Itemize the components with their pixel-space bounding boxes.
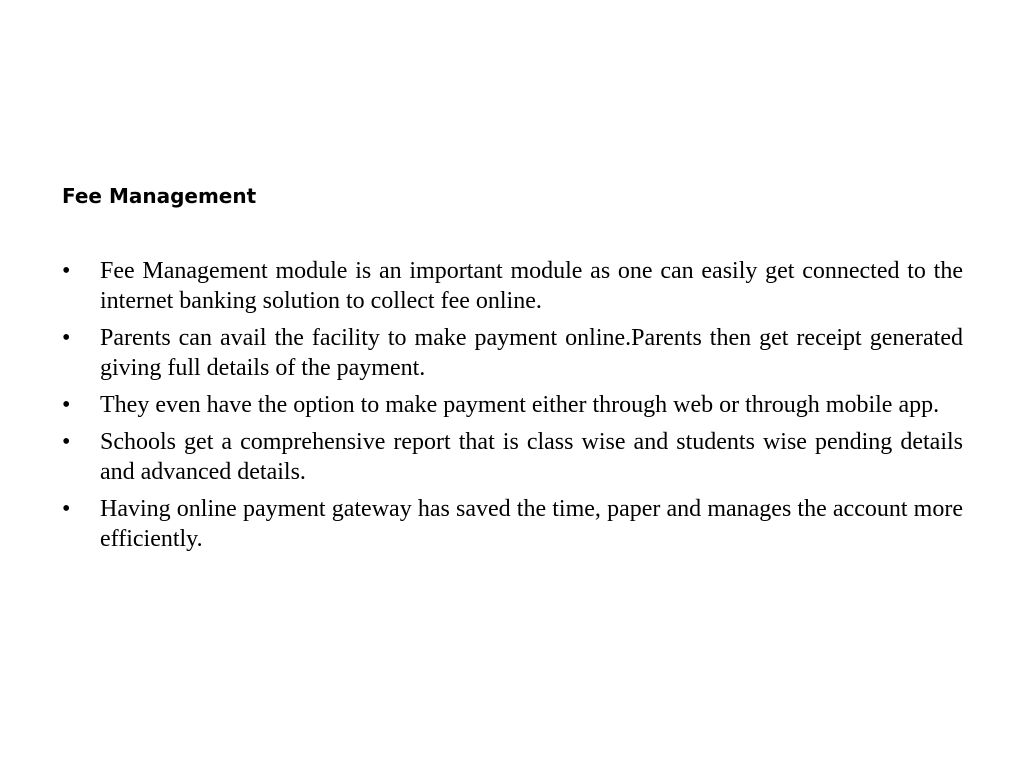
list-item [62,323,963,383]
bullet-list [62,256,963,561]
list-item [62,494,963,554]
bullet-icon: • [62,392,71,418]
list-item [62,427,963,487]
bullet-text: Fee Management module is an important module as one can easily get connected to the internet banking solution to collect fee online. [100,258,963,314]
list-item [62,256,963,316]
bullet-icon: • [62,258,71,284]
bullet-text: Having online payment gateway has saved the time, paper and manages the account more efficiently. [100,496,963,552]
bullet-text: Schools get a comprehensive report that is class wise and students wise pending details and advanced details. [100,429,963,485]
list-item [62,390,963,420]
bullet-icon: • [62,325,71,351]
slide-title: Fee Management [62,184,257,208]
bullet-text: They even have the option to make payment either through web or through mobile app. [100,392,940,418]
bullet-icon: • [62,496,71,522]
bullet-text: Parents can avail the facility to make payment online.Parents then get receipt generated giving full details of the payment. [100,325,963,381]
bullet-icon: • [62,429,71,455]
